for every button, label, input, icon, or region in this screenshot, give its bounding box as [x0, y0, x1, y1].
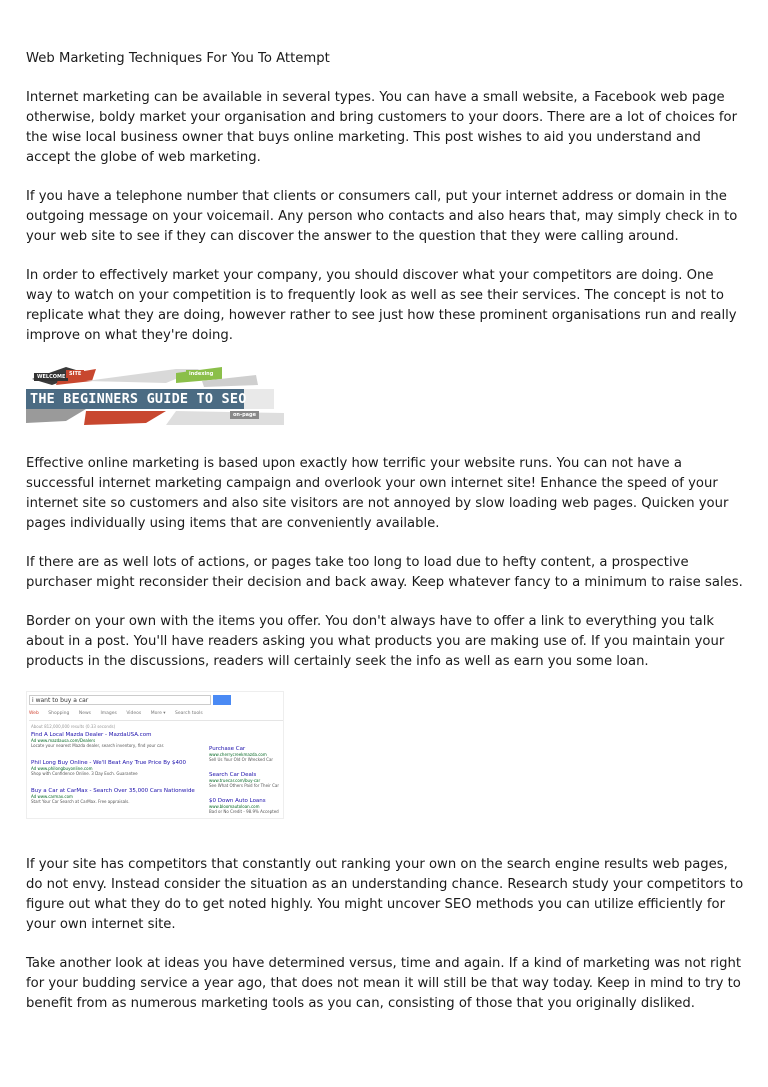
serp-result-desc: Locate your nearest Mazda dealer, search inventory, find your car.: [31, 743, 165, 748]
document-page: [26, 49, 744, 1033]
seo-tag-label: SITE: [66, 370, 84, 378]
serp-result: [31, 788, 201, 804]
serp-search-button: [213, 695, 231, 705]
serp-ad-title: Search Car Deals: [209, 772, 257, 778]
serp-result-url: Ad www.mazdausa.com/Dealers: [31, 738, 96, 743]
serp-ad-desc: See What Others Paid for Their Car: [209, 783, 279, 788]
serp-tab: Videos: [126, 711, 142, 716]
serp-ad-url: www.bloomautoloan.com: [209, 804, 260, 809]
paragraph: If there are as well lots of actions, or pages take too long to load due to hefty content, a prospective purchaser might reconsider their decision and back away. Keep whatever fancy to a minimum to raise sales.: [26, 555, 743, 590]
serp-ad-title: $0 Down Auto Loans: [209, 798, 266, 804]
serp-side-ad: [209, 772, 283, 788]
serp-tab: News: [78, 711, 91, 716]
serp-result: [31, 732, 201, 748]
serp-result-title: Phil Long Buy Online - We'll Beat Any True Price By $400: [31, 760, 187, 766]
serp-tab: Shopping: [48, 711, 70, 716]
serp-result-title: Find A Local Mazda Dealer - MazdaUSA.com: [31, 732, 152, 738]
serp-side-ad: [209, 798, 283, 814]
serp-side-ad: [209, 746, 283, 762]
serp-tab: Images: [100, 711, 117, 716]
seo-banner-text: THE BEGINNERS GUIDE TO SEO: [30, 391, 247, 407]
serp-ad-desc: Sell Us Your Old Or Wrecked Car: [209, 757, 274, 762]
seo-guide-image: [26, 365, 284, 427]
serp-ad-title: Purchase Car: [209, 746, 246, 752]
serp-tab: Web: [29, 711, 39, 716]
serp-search-box: i want to buy a car: [29, 695, 211, 705]
serp-result-desc: Start Your Car Search at CarMax. Free appraisals.: [31, 799, 130, 804]
paragraph: If your site has competitors that constantly out ranking your own on the search engine results web pages, do not envy. Instead consider the situation as an understanding chance. Research study your competitors to figure out what they do to get noted highly. You might uncover SEO methods you can utilize efficiently for your own internet site.: [26, 857, 744, 932]
seo-tag-label: indexing: [186, 370, 216, 378]
paragraph: Take another look at ideas you have determined versus, time and again. If a kind of marketing was not right for your budding service a year ago, that does not mean it will still be that way today. Keep in mind to try to benefit from as numerous marketing tools as you can, consisting of those that you originally disliked.: [26, 956, 741, 1011]
serp-result-url: Ad www.philongbuyonline.com: [31, 766, 93, 771]
paragraph: If you have a telephone number that clients or consumers call, put your internet address or domain in the outgoing message on your voicemail. Any person who contacts and also hears that, may simply check in to your web site to see if they can discover the answer to the question that they were calling around.: [26, 189, 738, 244]
serp-result-title: Buy a Car at CarMax - Search Over 35,000 Cars Nationwide: [31, 788, 195, 794]
serp-result: [31, 760, 201, 776]
document-title: Web Marketing Techniques For You To Attempt: [26, 51, 330, 66]
paragraph: In order to effectively market your company, you should discover what your competitors are doing. One way to watch on your competition is to frequently look as well as see their services. The concept is not to replicate what they are doing, however rather to see just how these prominent organisations run and really improve on what they're doing.: [26, 268, 737, 343]
serp-tab: Search tools: [175, 711, 203, 716]
serp-ad-url: www.cherrycreekmazda.com: [209, 752, 267, 757]
paragraph: Effective online marketing is based upon exactly how terrific your website runs. You can not have a successful internet marketing campaign and overlook your own internet site! Enhance the speed of your internet site so customers and also site visitors are not annoyed by slow loading web pages. Quicken your pages individually using items that are conveniently available.: [26, 456, 729, 531]
seo-tag-label: WELCOME: [34, 373, 68, 381]
serp-tab: More ▾: [150, 711, 166, 716]
serp-result-url: Ad www.carmax.com: [31, 794, 73, 799]
paragraph: Border on your own with the items you offer. You don't always have to offer a link to everything you talk about in a post. You'll have readers asking you what products you are making use of. If you maintain your products in the discussions, readers will certainly seek the info as well as earn you some loan.: [26, 614, 725, 669]
serp-tabs: [29, 711, 283, 721]
paragraph: Internet marketing can be available in several types. You can have a small website, a Facebook web page otherwise, boldy market your organisation and bring customers to your doors. There are a lot of choices for the wise local business owner that buys online marketing. This post wishes to aid you understand and accept the globe of web marketing.: [26, 90, 738, 165]
seo-tag-label: on-page: [230, 411, 259, 419]
serp-results-count: About 812,000,000 results (0.33 seconds): [31, 724, 116, 729]
serp-ad-url: www.truecar.com/buy-car: [209, 778, 261, 783]
search-results-screenshot: [26, 691, 284, 819]
serp-ad-desc: Bad or No Credit - 98.9% Accepted: [209, 809, 279, 814]
serp-result-desc: Shop with Confidence Online. 3 Day Exch. Guarantee: [31, 771, 138, 776]
